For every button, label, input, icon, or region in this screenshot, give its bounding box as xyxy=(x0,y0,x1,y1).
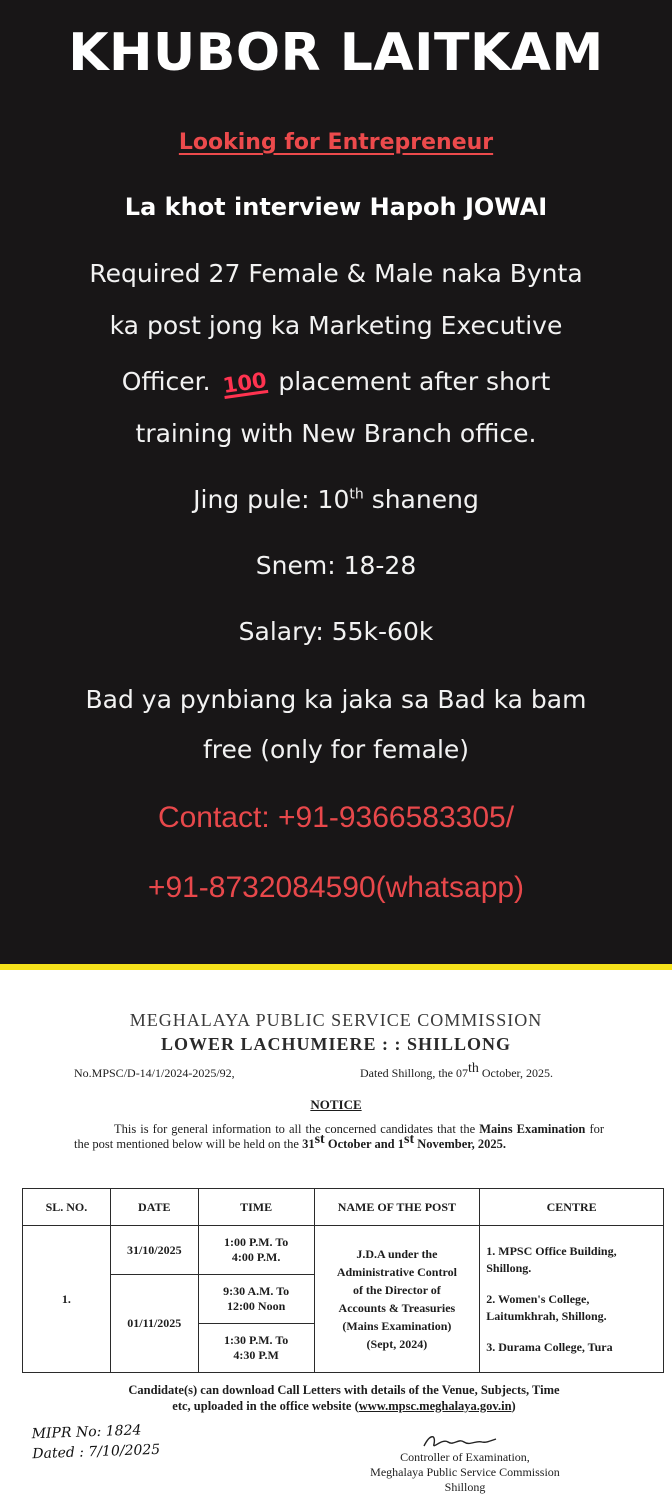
download-instructions xyxy=(74,1382,614,1414)
salary-line: Salary: 55k-60k xyxy=(238,617,434,646)
controller-signature-block xyxy=(340,1450,590,1495)
table-row xyxy=(23,1226,664,1275)
body-text-2: for the post mentioned below will be held on the xyxy=(74,1122,605,1151)
download-line-1: Candidate(s) can download Call Letters with details of the Venue, Subjects, Time xyxy=(128,1383,560,1397)
contact-line-1: Contact: +91-9366583305/ xyxy=(157,801,515,834)
post-line-5: (Mains Examination) xyxy=(342,1319,452,1333)
requirement-line-4: training with New Branch office. xyxy=(135,419,537,448)
centre-3: 3. Durama College, Tura xyxy=(486,1339,613,1354)
commission-address: LOWER LACHUMIERE : : SHILLONG xyxy=(160,1034,512,1054)
centre-cell xyxy=(480,1226,664,1373)
date-prefix: Dated Shillong, the 07 xyxy=(360,1066,468,1080)
controller-line-3: Shillong xyxy=(444,1480,486,1494)
body-sup-2a: st xyxy=(314,1131,325,1147)
time-1-end: 4:00 P.M. xyxy=(231,1250,281,1264)
date-cell-2: 01/11/2025 xyxy=(110,1275,198,1373)
poster-tagline: Looking for Entrepreneur xyxy=(178,130,494,155)
qualification-rest: shaneng xyxy=(371,485,479,514)
controller-line-1: Controller of Examination, xyxy=(400,1450,530,1464)
post-name-cell xyxy=(314,1226,480,1373)
time-cell-1 xyxy=(198,1226,314,1275)
body-bold-2b: October and 1 xyxy=(327,1137,405,1151)
date-suffix: October, 2025. xyxy=(481,1066,554,1080)
reference-number: No.MPSC/D-14/1/2024-2025/92, xyxy=(74,1066,235,1080)
date-sup: th xyxy=(468,1061,479,1076)
age-line: Snem: 18-28 xyxy=(255,551,417,580)
exam-schedule-table xyxy=(22,1188,664,1373)
handwritten-line-1: MIPR No: 1824 xyxy=(31,1422,142,1443)
poster-brand-title: KHUBOR LAITKAM xyxy=(68,23,604,83)
qualification-label: Jing pule: 10 xyxy=(193,485,350,514)
time-cell-2 xyxy=(198,1275,314,1324)
signature-icon xyxy=(420,1430,500,1452)
centre-2b: Laitumkhrah, Shillong. xyxy=(486,1308,607,1323)
post-line-4: Accounts & Treasuries xyxy=(338,1301,456,1315)
body-bold-2a: 31 xyxy=(302,1137,315,1151)
handwritten-note xyxy=(31,1420,160,1464)
download-line-2b: ) xyxy=(511,1399,516,1413)
notice-date xyxy=(360,1061,554,1081)
header-date: DATE xyxy=(110,1189,198,1226)
accommodation-line-1: Bad ya pynbiang ka jaka sa Bad ka bam xyxy=(85,685,587,714)
body-bold-1: Mains Examination xyxy=(479,1122,586,1136)
handwritten-line-2: Dated : 7/10/2025 xyxy=(32,1441,161,1463)
centre-1a: 1. MPSC Office Building, xyxy=(486,1243,617,1258)
hundred-points-icon: 100 xyxy=(220,368,268,398)
requirement-line-3 xyxy=(0,364,672,400)
post-line-3: of the Director of xyxy=(352,1283,441,1297)
requirement-line-1: Required 27 Female & Male naka Bynta xyxy=(89,259,583,288)
time-cell-3 xyxy=(198,1324,314,1373)
accommodation-line-2: free (only for female) xyxy=(202,735,470,764)
controller-line-2: Meghalaya Public Service Commission xyxy=(370,1465,560,1479)
website-link[interactable]: www.mpsc.meghalaya.gov.in xyxy=(358,1399,512,1413)
post-line-1: J.D.A under the xyxy=(356,1247,438,1261)
requirement-line-2: ka post jong ka Marketing Executive xyxy=(109,311,563,340)
requirement-line-3b: placement after short xyxy=(278,367,551,396)
notice-body xyxy=(74,1122,604,1152)
contact-line-2: +91-8732084590(whatsapp) xyxy=(147,871,525,904)
header-time: TIME xyxy=(198,1189,314,1226)
date-cell-1: 31/10/2025 xyxy=(110,1226,198,1275)
mpsc-notice xyxy=(0,970,672,1507)
header-sl-no: SL. NO. xyxy=(23,1189,111,1226)
time-1-start: 1:00 P.M. To xyxy=(223,1235,289,1249)
post-line-6: (Sept, 2024) xyxy=(366,1337,428,1351)
centre-1b: Shillong. xyxy=(486,1260,532,1275)
time-3-end: 4:30 P.M xyxy=(233,1348,279,1362)
header-centre: CENTRE xyxy=(480,1189,664,1226)
requirement-line-3a: Officer. xyxy=(121,367,211,396)
centre-2a: 2. Women's College, xyxy=(486,1291,590,1306)
commission-name: MEGHALAYA PUBLIC SERVICE COMMISSION xyxy=(129,1010,543,1030)
download-line-2 xyxy=(74,1398,614,1414)
body-sup-2b: st xyxy=(404,1131,415,1147)
poster-interview-location: La khot interview Hapoh JOWAI xyxy=(124,193,548,221)
table-header-row xyxy=(23,1189,664,1226)
qualification-sup: th xyxy=(349,486,364,503)
time-2-start: 9:30 A.M. To xyxy=(223,1284,290,1298)
post-line-2: Administrative Control xyxy=(336,1265,457,1279)
download-line-2a: etc, uploaded in the office website ( xyxy=(172,1399,359,1413)
time-2-end: 12:00 Noon xyxy=(226,1299,286,1313)
sl-no-cell: 1. xyxy=(23,1226,111,1373)
header-post: NAME OF THE POST xyxy=(314,1189,480,1226)
body-text-1: This is for general information to all the concerned candidates that the xyxy=(114,1122,476,1136)
qualification-line xyxy=(0,482,672,518)
time-3-start: 1:30 P.M. To xyxy=(223,1333,289,1347)
body-bold-2c: November, 2025. xyxy=(417,1137,507,1151)
notice-title: NOTICE xyxy=(310,1097,362,1112)
